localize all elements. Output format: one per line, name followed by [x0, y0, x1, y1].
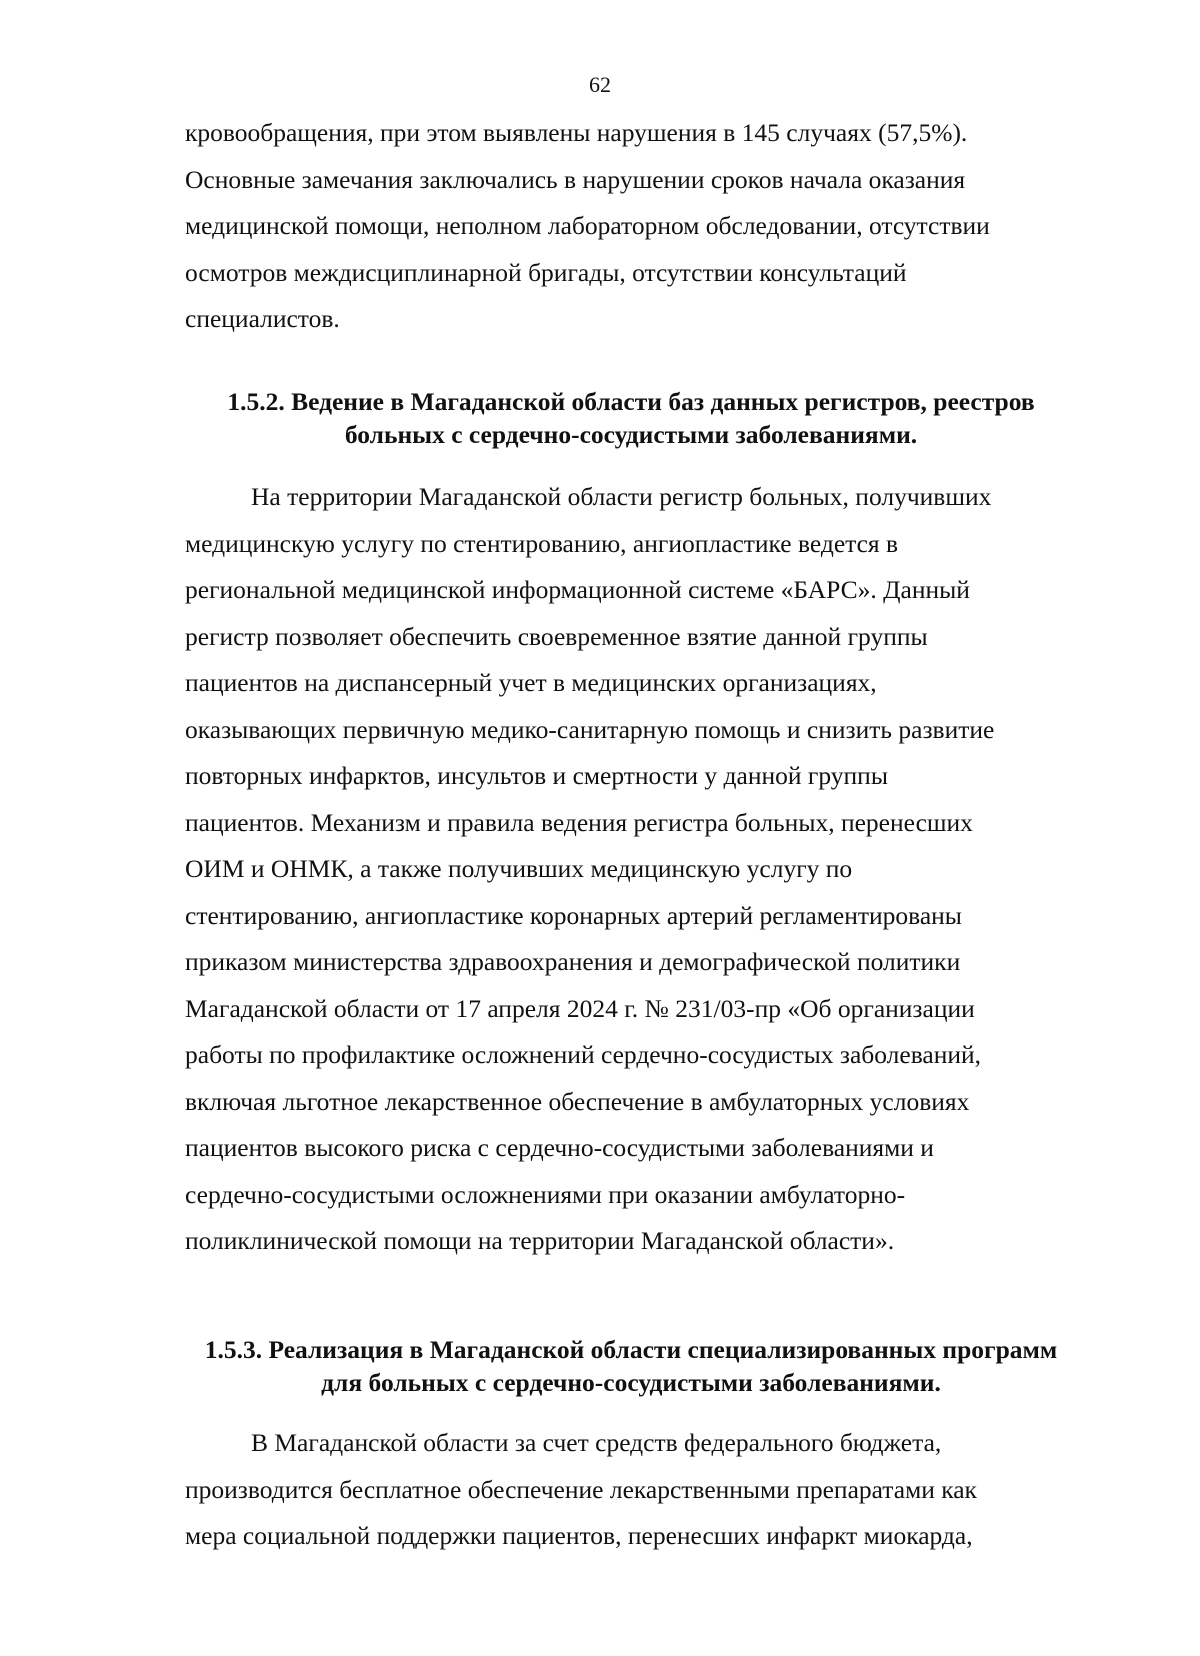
- paragraph-text: В Магаданской области за счет средств федерального бюджета, производится бесплатное обеспечение лекарственными препаратами как мера социальной поддержки пациентов, перенесших инфаркт миокарда,: [185, 1428, 977, 1550]
- heading-text: 1.5.2. Ведение в Магаданской области баз данных регистров, реестров больных с сердечно-сосудистыми заболеваниями.: [227, 387, 1035, 449]
- paragraph-text: На территории Магаданской области регистр больных, получивших медицинскую услугу по стентированию, ангиопластике ведется в региональной медицинской информационной системе «БАРС». Данный регистр позволяет обеспечить своевременное взятие данной группы пациентов на диспансерный учет в медицинских организациях, оказывающих первичную медико-санитарную помощь и снизить развитие повторных инфарктов, инсультов и смертности у данной группы пациентов. Механизм и правила ведения регистра больных, перенесших ОИМ и ОНМК, а также получивших медицинскую услугу по стентированию, ангиопластике коронарных артерий регламентированы приказом министерства здравоохранения и демографической политики Магаданской области от 17 апреля 2024 г. № 231/03-пр «Об организации работы по профилактике осложнений сердечно-сосудистых заболеваний, включая льготное лекарственное обеспечение в амбулаторных условиях пациентов высокого риска с сердечно-сосудистыми заболеваниями и сердечно-сосудистыми осложнениями при оказании амбулаторно- поликлинической помощи на территории Магаданской области».: [185, 482, 995, 1255]
- section-heading-1-5-2: [185, 385, 1077, 451]
- section-1-5-3-paragraph: [185, 1420, 1077, 1560]
- section-1-5-2-paragraph: [185, 474, 1077, 1265]
- paragraph-text: кровообращения, при этом выявлены нарушения в 145 случаях (57,5%). Основные замечания заключались в нарушении сроков начала оказания медицинской помощи, неполном лабораторном обследовании, отсутствии осмотров междисциплинарной бригады, отсутствии консультаций специалистов.: [185, 118, 990, 333]
- heading-text: 1.5.3. Реализация в Магаданской области специализированных программ для больных с сердечно-сосудистыми заболеваниями.: [204, 1335, 1058, 1397]
- page-number: 62: [589, 72, 611, 97]
- intro-paragraph: [185, 110, 1077, 343]
- section-heading-1-5-3: [185, 1333, 1077, 1399]
